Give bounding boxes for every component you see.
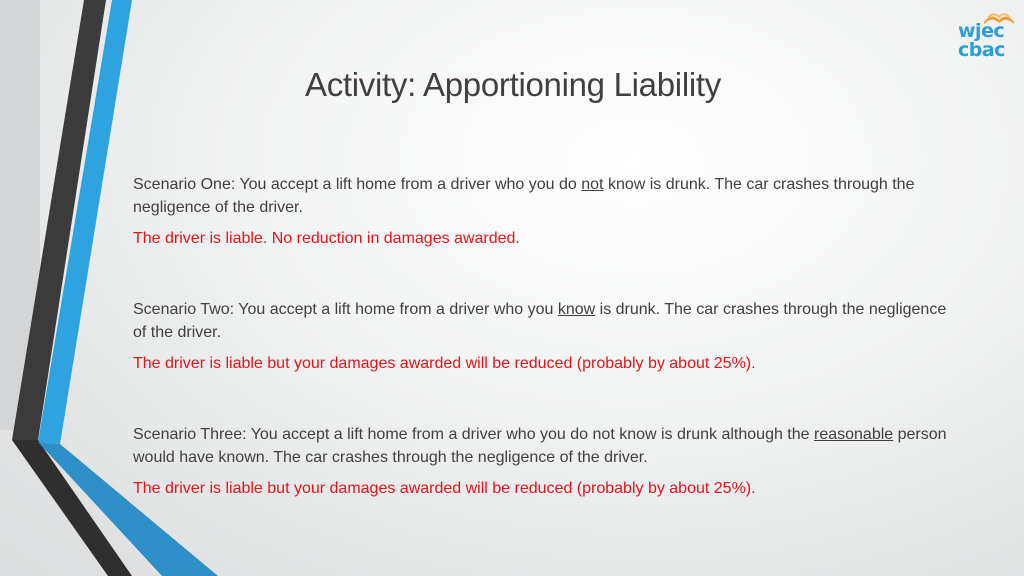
slide-title: Activity: Apportioning Liability [305, 66, 721, 103]
scenario-two-answer: The driver is liable but your damages awarded will be reduced (probably by about 25%). [133, 355, 756, 372]
scenario-one-block [133, 173, 953, 249]
scenario-two-text [133, 298, 953, 344]
scenario-two-text-before: Scenario Two: You accept a lift home from a driver who you [133, 301, 558, 318]
logo-line-2: cbac [958, 39, 1005, 61]
wjec-cbac-logo [952, 8, 1016, 68]
scenario-two-text-after: is drunk. The car crashes through the negligence of the driver. [133, 301, 947, 341]
scenario-one-text [133, 173, 953, 219]
scenario-two-block [133, 298, 953, 374]
scenario-one-text-before: Scenario One: You accept a lift home from a driver who you do [133, 176, 582, 193]
scenario-three-answer: The driver is liable but your damages awarded will be reduced (probably by about 25%). [133, 480, 756, 497]
scenario-one-answer: The driver is liable. No reduction in damages awarded. [133, 230, 520, 247]
scenario-two-emphasis: know [557, 301, 596, 318]
logo-line-1: wjec [958, 20, 1005, 42]
scenario-three-text [133, 423, 953, 469]
scenario-three-emphasis: reasonable [814, 426, 894, 443]
scenario-three-text-after: person would have known. The car crashes through the negligence of the driver. [133, 426, 947, 466]
scenario-three-text-before: Scenario Three: You accept a lift home from a driver who you do not know is drunk although the [133, 426, 814, 443]
scenario-one-emphasis: not [581, 176, 604, 193]
scenario-three-block [133, 423, 953, 499]
scenario-one-text-after: know is drunk. The car crashes through the negligence of the driver. [133, 176, 915, 216]
